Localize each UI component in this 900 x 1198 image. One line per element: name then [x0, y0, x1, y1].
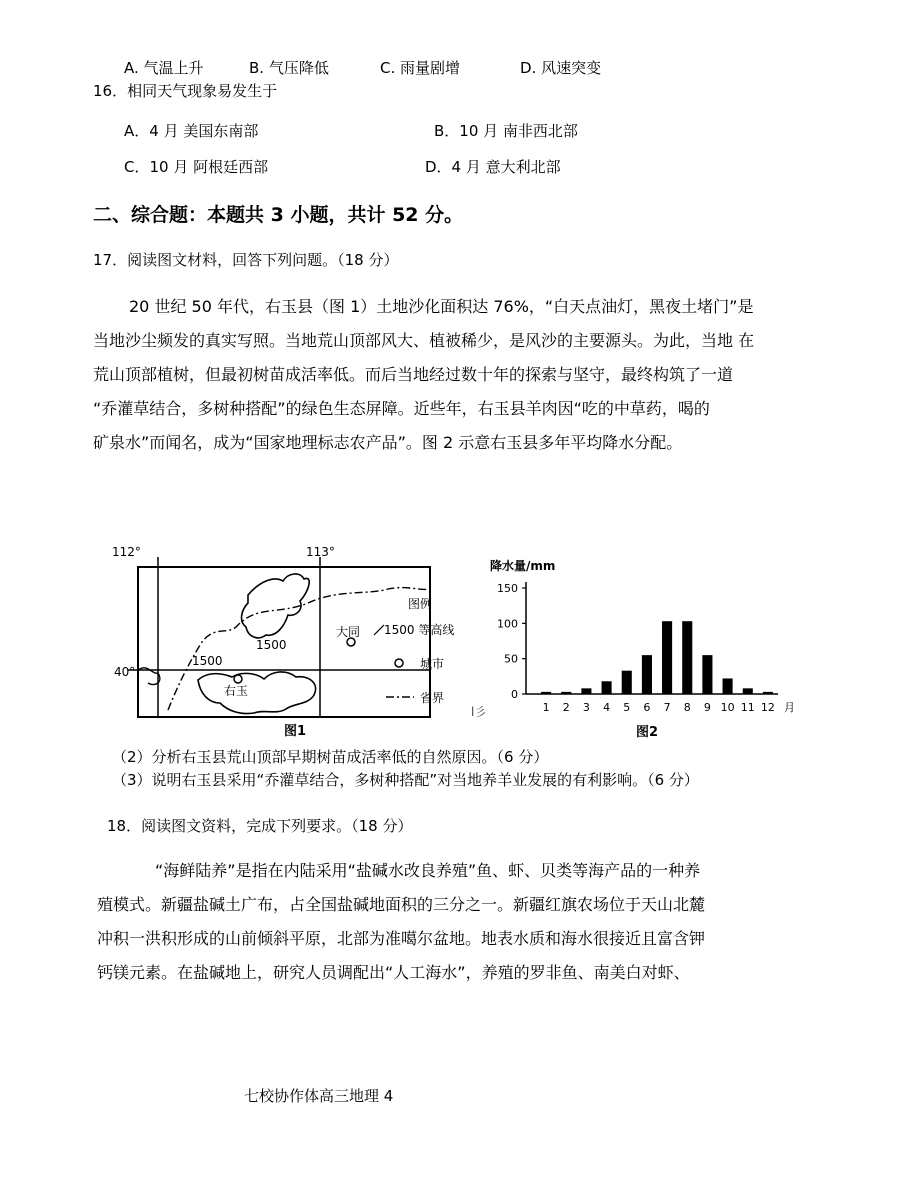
x-tick-label: 6 [643, 701, 651, 714]
q17-para-line: 20 世纪 50 年代，右玉县（图 1）土地沙化面积达 76%，“白天点油灯，黑夜土堵门”是 [129, 297, 754, 316]
bar-month-11 [743, 688, 753, 694]
q16-option-c: C．10 月 阿根廷西部 [124, 158, 269, 176]
figure2-caption: 图2 [636, 725, 659, 740]
x-tick-label: 2 [562, 701, 570, 714]
q16-option-b: B．10 月 南非西北部 [434, 122, 578, 140]
contour-label-upper: 1500 [256, 638, 287, 652]
stray-mark: l彡 [471, 705, 487, 719]
q17-sub3: （3）说明右玉县采用“乔灌草结合，多树种搭配”对当地养羊业发展的有利影响。（6 分） [112, 771, 699, 789]
x-tick-label: 3 [582, 701, 590, 714]
lon-label-right: 113° [306, 545, 335, 559]
q15-option-c: C. 雨量剧增 [380, 59, 461, 77]
bar-month-2 [561, 692, 571, 694]
lon-label-left: 112° [112, 545, 141, 559]
bar-month-3 [581, 688, 591, 694]
contour-lower [198, 672, 316, 714]
q16-option-d: D．4 月 意大利北部 [425, 158, 561, 176]
legend-city: 城市 [420, 657, 445, 671]
q17-para-line: 荒山顶部植树，但最初树苗成活率低。而后当地经过数十年的探索与坚守，最终构筑了一道 [93, 365, 734, 384]
city-datong-marker [347, 638, 355, 646]
q17-stem: 17．阅读图文材料，回答下列问题。（18 分） [93, 251, 399, 269]
city-label-youyu: 右玉 [224, 684, 249, 698]
x-tick-label: 4 [603, 701, 611, 714]
x-tick-label: 1 [542, 701, 550, 714]
q18-stem: 18．阅读图文资料，完成下列要求。（18 分） [107, 817, 413, 835]
bar-month-12 [763, 692, 773, 694]
q15-option-a: A. 气温上升 [124, 59, 204, 77]
y-tick-label: 50 [504, 652, 518, 666]
q18-para-line: “海鲜陆养”是指在内陆采用“盐碱水改良养殖”鱼、虾、贝类等海产品的一种养 [155, 861, 701, 880]
bar-month-10 [723, 678, 733, 694]
legend-title: 图例 [408, 597, 433, 611]
q16-option-a: A．4 月 美国东南部 [124, 122, 259, 140]
bar-month-1 [541, 692, 551, 694]
q18-para-line: 钙镁元素。在盐碱地上，研究人员调配出“人工海水”，养殖的罗非鱼、南美白对虾、 [97, 963, 690, 982]
q17-para-line: 矿泉水”而闻名，成为“国家地理标志农产品”。图 2 示意右玉县多年平均降水分配。 [93, 433, 683, 452]
q15-option-b: B. 气压降低 [249, 59, 329, 77]
x-tick-label: 12 [760, 701, 775, 714]
chart-xlabel: 月 [784, 701, 795, 714]
bar-month-4 [602, 681, 612, 694]
q15-option-d: D. 风速突变 [520, 59, 602, 77]
y-tick-label: 0 [511, 688, 518, 701]
chart-bars [541, 621, 773, 694]
legend-contour: 1500 等高线 [384, 623, 455, 637]
legend-city-marker [395, 659, 403, 667]
bar-month-8 [682, 621, 692, 694]
bar-month-7 [662, 621, 672, 694]
section-heading: 二、综合题：本题共 3 小题，共计 52 分。 [93, 204, 464, 226]
lat-label: 40° [114, 665, 136, 679]
x-tick-label: 9 [703, 701, 711, 714]
chart-ylabel: 降水量/mm [490, 559, 556, 573]
q18-para-line: 殖模式。新疆盐碱土广布，占全国盐碱地面积的三分之一。新疆红旗农场位于天山北麓 [97, 895, 706, 914]
figure1-caption: 图1 [284, 724, 307, 739]
q17-para-line: “乔灌草结合，多树种搭配”的绿色生态屏障。近些年，右玉县羊肉因“吃的中草药，喝的 [93, 399, 710, 418]
q18-para-line: 冲积一洪积形成的山前倾斜平原，北部为准噶尔盆地。地表水质和海水很接近且富含钾 [97, 929, 706, 948]
bar-month-9 [702, 655, 712, 694]
x-tick-label: 11 [740, 701, 755, 714]
page-footer: 七校协作体高三地理 4 [244, 1087, 394, 1105]
contour-label-lower: 1500 [192, 654, 223, 668]
x-tick-label: 5 [623, 701, 631, 714]
q17-paragraph [93, 290, 754, 460]
q17-para-line: 当地沙尘频发的真实写照。当地荒山顶部风大、植被稀少，是风沙的主要源头。为此，当地 在 [93, 331, 755, 350]
q17-sub2: （2）分析右玉县荒山顶部早期树苗成活率低的自然原因。（6 分） [112, 748, 549, 766]
city-youyu-marker [234, 675, 242, 683]
city-label-datong: 大同 [336, 625, 361, 639]
q16-stem: 16．相同天气现象易发生于 [93, 82, 278, 100]
q18-paragraph [97, 854, 705, 990]
y-tick-label: 100 [497, 617, 518, 631]
x-tick-label: 8 [683, 701, 691, 714]
y-tick-label: 150 [497, 582, 518, 595]
map-figure [108, 545, 528, 740]
precipitation-chart [486, 556, 798, 742]
legend-border: 省界 [420, 691, 445, 705]
x-tick-label: 10 [720, 701, 735, 714]
bar-month-5 [622, 671, 632, 694]
legend-contour-mark [374, 625, 384, 635]
bar-month-6 [642, 655, 652, 694]
x-tick-label: 7 [663, 701, 671, 714]
